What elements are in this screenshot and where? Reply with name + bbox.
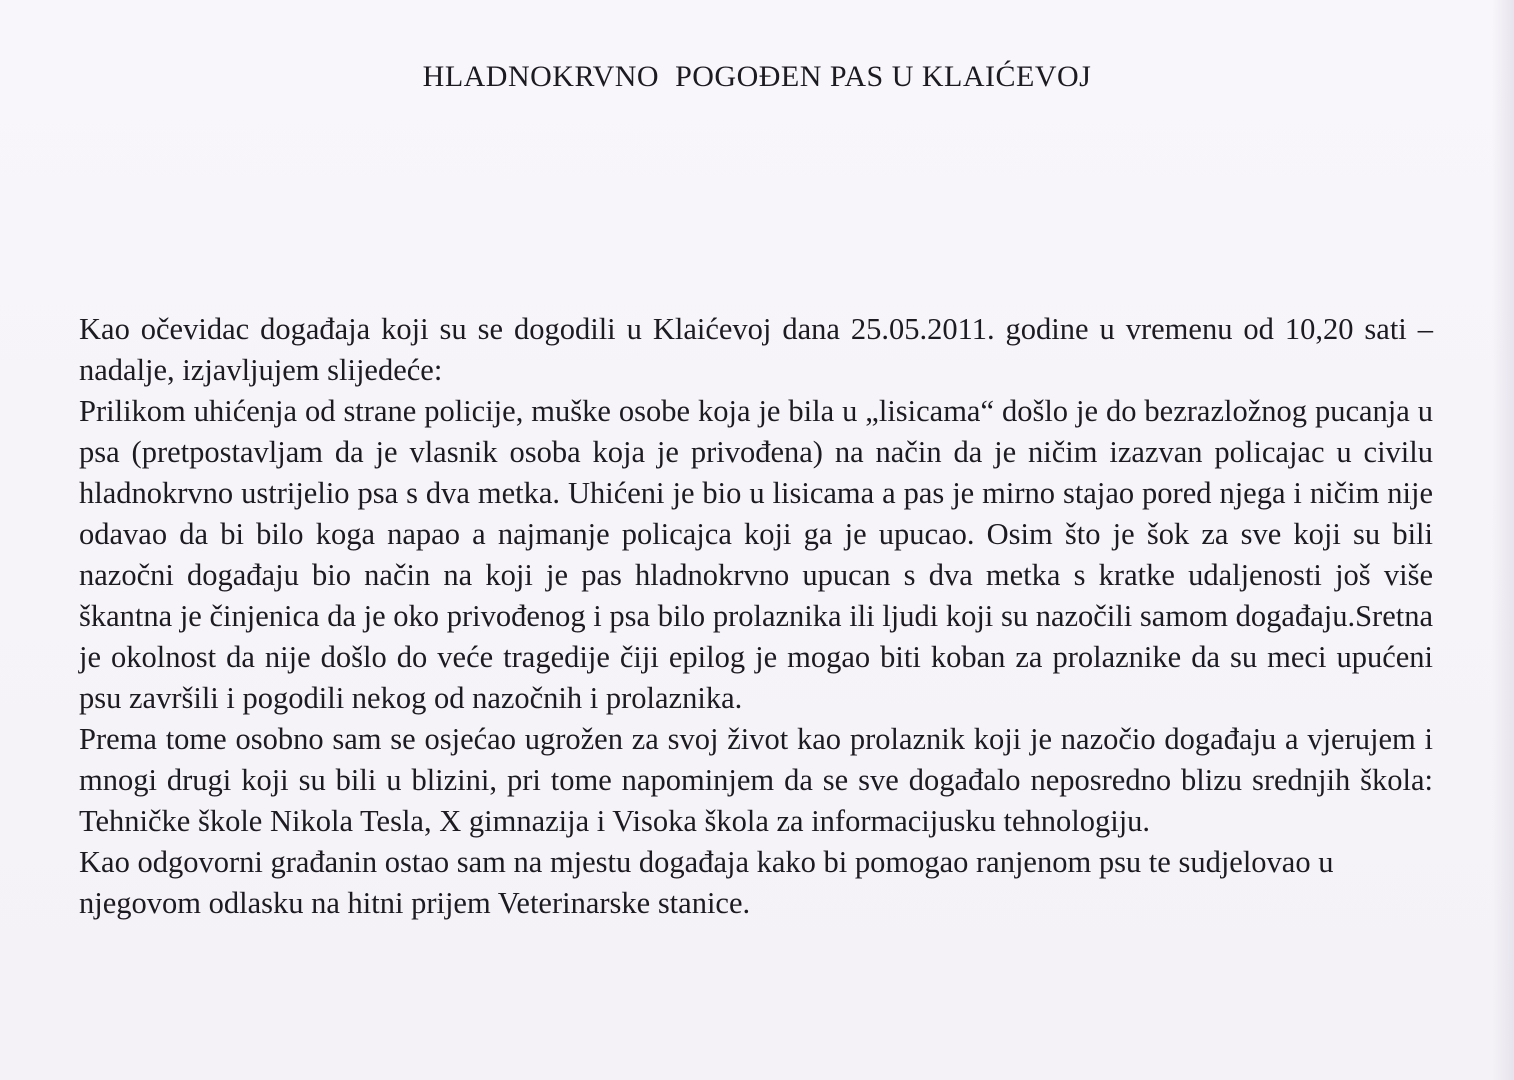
paper-edge-shadow [1492, 0, 1514, 1080]
paragraph-closing: Kao odgovorni građanin ostao sam na mjestu događaja kako bi pomogao ranjenom psu te sudjelovao u njegovom odlasku na hitni prijem Veterinarske stanice. [79, 845, 1334, 920]
document-body [79, 309, 1433, 924]
paragraph-danger: Prema tome osobno sam se osjećao ugrožen za svoj život kao prolaznik koji je nazočio događaju a vjerujem i mnogi drugi koji su bili u blizini, pri tome napominjem da se sve događalo neposredno blizu srednjih škola: Tehničke škole Nikola Tesla, X gimnazija i Visoka škola za informacijusku tehnologiju. [79, 722, 1433, 838]
paragraph-incident: Prilikom uhićenja od strane policije, muške osobe koja je bila u „lisicama“ došlo je do bezrazložnog pucanja u psa (pretpostavljam da je vlasnik osoba koja je privođena) na način da je ničim izazvan policajac u civilu hladnokrvno ustrijelio psa s dva metka. Uhićeni je bio u lisicama a pas je mirno stajao pored njega i ničim nije odavao da bi bilo koga napao a najmanje policajca koji ga je upucao. Osim što je šok za sve koji su bili nazočni događaju bio način na koji je pas hladnokrvno upucan s dva metka s kratke udaljenosti još više škantna je činjenica da je oko privođenog i psa bilo prolaznika ili ljudi koji su nazočili samom događaju.Sretna je okolnost da nije došlo do veće tragedije čiji epilog je mogao biti koban za prolaznike da su meci upućeni psu završili i pogodili nekog od nazočnih i prolaznika. [79, 394, 1433, 715]
document-title: HLADNOKRVNO POGOĐEN PAS U KLAIĆEVOJ [422, 60, 1092, 93]
paragraph-intro: Kao očevidac događaja koji su se dogodili u Klaićevoj dana 25.05.2011. godine u vremenu od 10,20 sati – nadalje, izjavljujem slijedeće: [79, 312, 1433, 387]
